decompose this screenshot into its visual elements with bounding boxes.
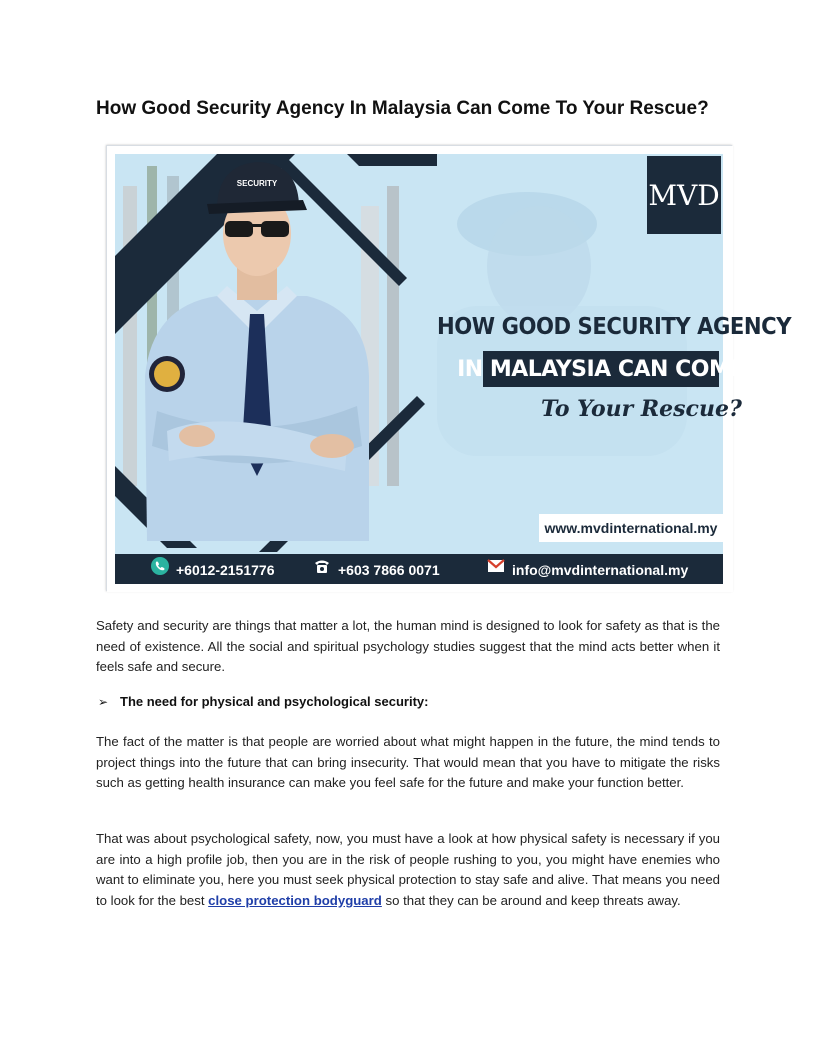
phone-icon	[151, 561, 169, 579]
close-protection-bodyguard-link[interactable]: close protection bodyguard	[208, 892, 382, 908]
mvd-logo: MVD	[647, 156, 721, 234]
contact-email-text: info@mvdinternational.my	[512, 562, 689, 578]
cap-text: SECURITY	[236, 179, 278, 188]
contact-email	[487, 557, 688, 583]
telephone-icon	[313, 561, 331, 579]
contact-mobile-text: +6012-2151776	[176, 562, 275, 578]
banner-headline-script: To Your Rescue?	[541, 396, 742, 422]
contact-phone	[313, 557, 440, 583]
arrow-bullet-icon: ➢	[98, 694, 109, 709]
banner-image	[106, 145, 792, 591]
banner-website: www.mvdinternational.my	[539, 514, 723, 542]
paragraph-3-text-end: so that they can be around and keep threats away.	[381, 892, 681, 908]
paragraph-3	[96, 829, 720, 911]
bullet-heading-text: The need for physical and psychological security:	[120, 694, 429, 709]
page-title: How Good Security Agency In Malaysia Can Come To Your Rescue?	[96, 98, 709, 119]
bullet-heading	[98, 694, 428, 709]
paragraph-3-text: That was about psychological safety, now, you must have a look at how physical safety is necessary if you are into a high profile job, then you are in the risk of people rushing to you, you might have enemies who want to eliminate you, here you must seek physical protection to stay safe and alive. That means you need to look for the best	[96, 831, 720, 908]
contact-mobile	[151, 557, 275, 583]
banner-headline-line1: HOW GOOD SECURITY AGENCY	[437, 314, 792, 340]
banner-headline-line2: IN MALAYSIA CAN COME	[483, 351, 719, 387]
mail-icon	[487, 561, 505, 579]
paragraph-1: Safety and security are things that matter a lot, the human mind is designed to look for safety as that is the need of existence. All the social and spiritual psychology studies suggest that the mind acts better when it feels safe and secure.	[96, 618, 720, 675]
paragraph-2: The fact of the matter is that people are worried about what might happen in the future, the mind tends to project things into the future that can bring insecurity. That would mean that you have to mitigate the risks such as getting health insurance can make you feel safe for the future and make your function better.	[96, 734, 720, 791]
contact-phone-text: +603 7866 0071	[338, 562, 440, 578]
